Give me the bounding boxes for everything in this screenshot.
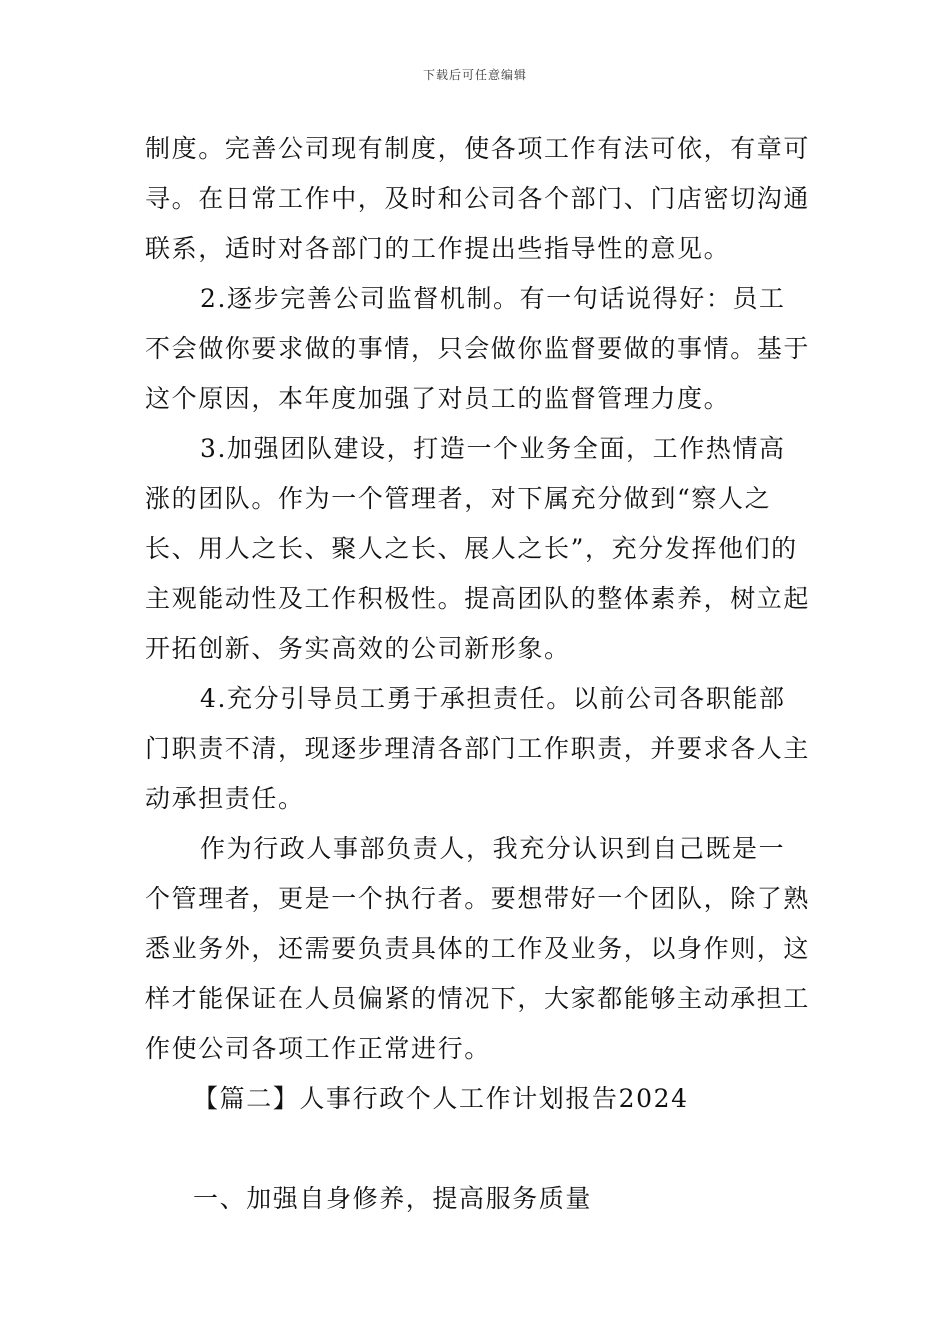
paragraph-system-improvement: 制度。完善公司现有制度，使各项工作有法可依，有章可寻。在日常工作中，及时和公司各个部门、门店密切沟通联系，适时对各部门的工作提出些指导性的意见。 xyxy=(145,134,811,263)
document-body xyxy=(145,124,810,1224)
spacer xyxy=(145,1124,810,1174)
page-header-note: 下载后可任意编辑 xyxy=(422,68,527,82)
paragraph-responsibility: 4.充分引导员工勇于承担责任。以前公司各职能部门职责不清，现逐步理清各部门工作职责，并要求各人主动承担责任。 xyxy=(145,684,811,813)
section-title-part-two: 【篇二】人事行政个人工作计划报告2024 xyxy=(193,1084,689,1113)
paragraph-supervision-mechanism: 2.逐步完善公司监督机制。有一句话说得好：员工不会做你要求做的事情，只会做你监督要做的事情。基于这个原因，本年度加强了对员工的监督管理力度。 xyxy=(145,284,811,413)
subsection-heading-self-cultivation: 一、加强自身修养，提高服务质量 xyxy=(193,1184,593,1213)
paragraph-manager-role: 作为行政人事部负责人，我充分认识到自己既是一个管理者，更是一个执行者。要想带好一个团队，除了熟悉业务外，还需要负责具体的工作及业务，以身作则，这样才能保证在人员偏紧的情况下，大家都能够主动承担工作使公司各项工作正常进行。 xyxy=(145,834,811,1063)
paragraph-team-building: 3.加强团队建设，打造一个业务全面，工作热情高涨的团队。作为一个管理者，对下属充分做到“察人之长、用人之长、聚人之长、展人之长”，充分发挥他们的主观能动性及工作积极性。提高团队的整体素养，树立起开拓创新、务实高效的公司新形象。 xyxy=(145,434,811,663)
